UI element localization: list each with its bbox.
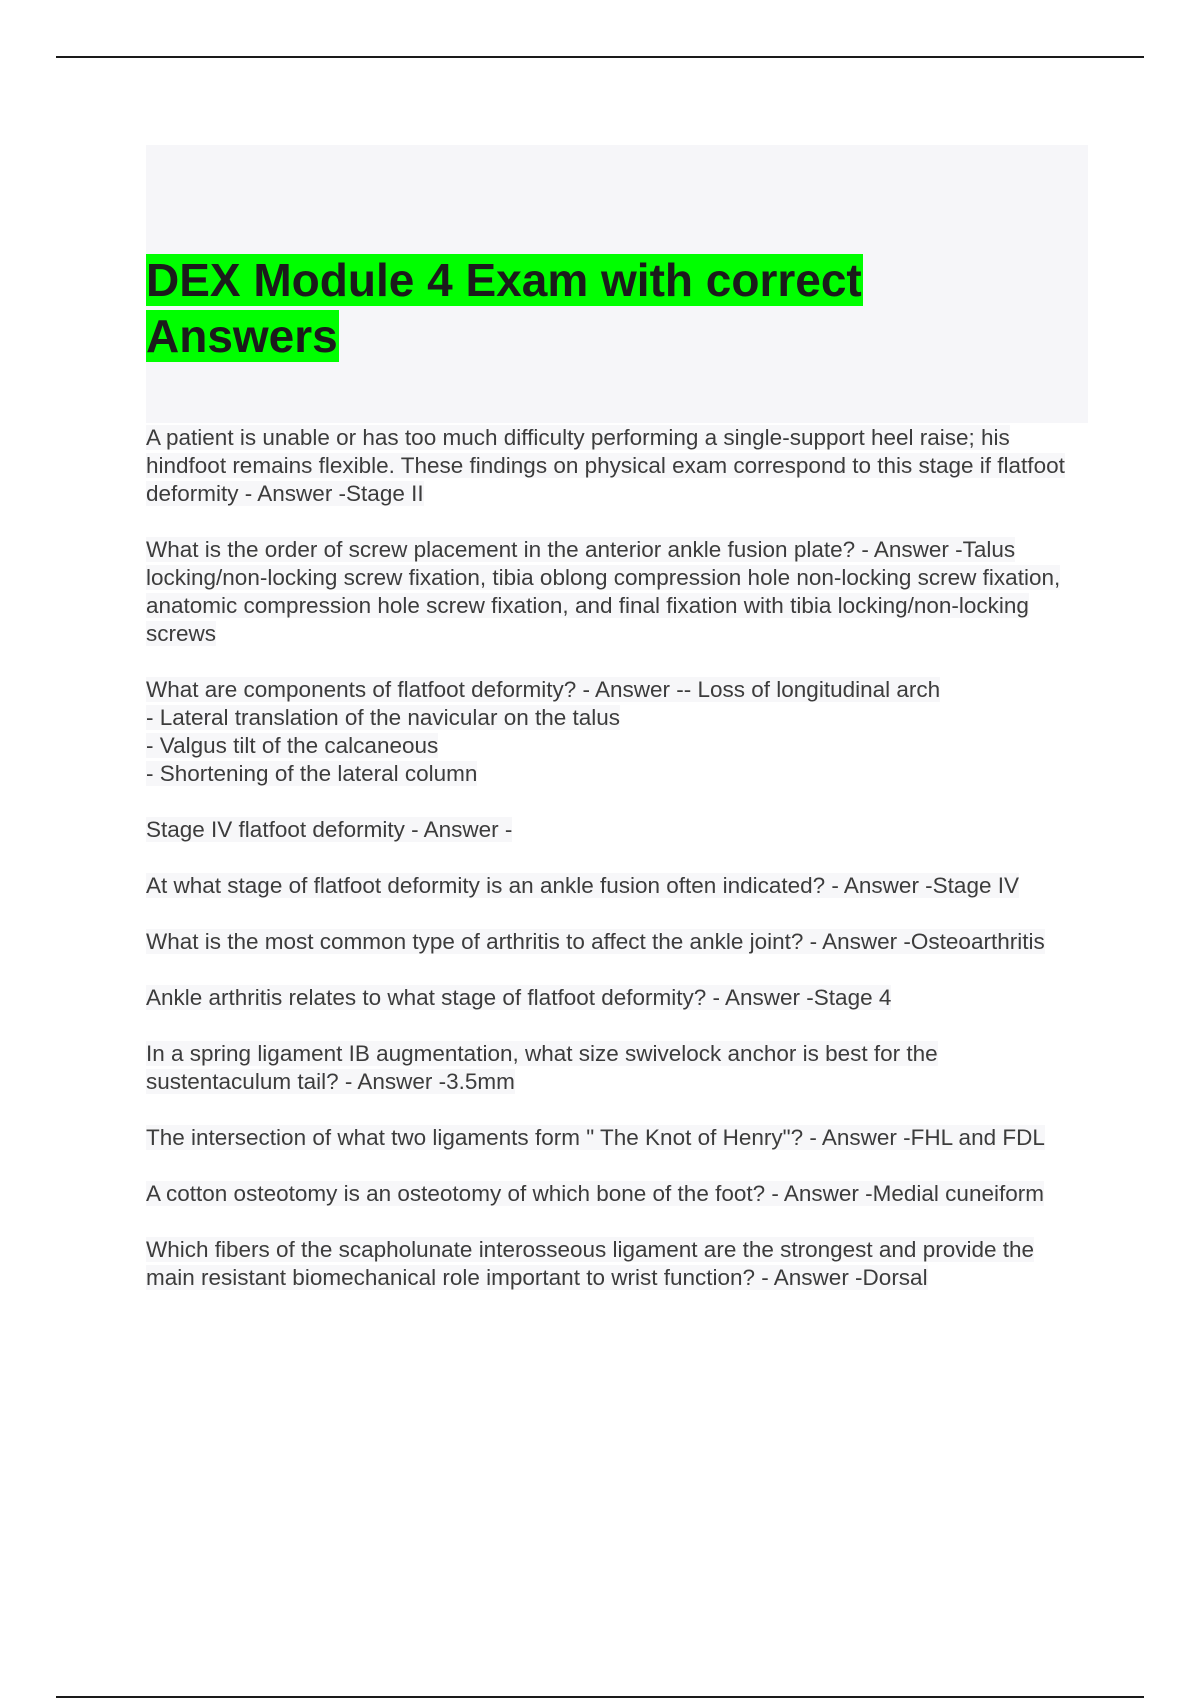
- qa-text: What is the most common type of arthritis to affect the ankle joint? - Answer -Osteoarthritis: [146, 929, 1045, 954]
- document-title: [146, 252, 946, 364]
- qa-item: [146, 1180, 1086, 1208]
- qa-text: A patient is unable or has too much difficulty performing a single-support heel raise; his hindfoot remains flexible. These findings on physical exam correspond to this stage if flatfoot deformity - Answer -Stage II: [146, 425, 1065, 506]
- qa-item: [146, 872, 1086, 900]
- qa-item: [146, 984, 1086, 1012]
- qa-text: What is the order of screw placement in the anterior ankle fusion plate? - Answer -Talus locking/non-locking screw fixation, tibia oblong compression hole non-locking screw fixation, anatomic compression hole screw fixation, and final fixation with tibia locking/non-locking screws: [146, 537, 1061, 646]
- bottom-rule: [56, 1696, 1144, 1698]
- qa-item: [146, 1040, 1086, 1096]
- top-rule: [56, 56, 1144, 58]
- qa-text: Ankle arthritis relates to what stage of flatfoot deformity? - Answer -Stage 4: [146, 985, 892, 1010]
- qa-item: [146, 1124, 1086, 1152]
- qa-text: The intersection of what two ligaments form " The Knot of Henry"? - Answer -FHL and FDL: [146, 1125, 1045, 1150]
- qa-item: [146, 1236, 1086, 1292]
- qa-text: At what stage of flatfoot deformity is an ankle fusion often indicated? - Answer -Stage IV: [146, 873, 1019, 898]
- qa-text: What are components of flatfoot deformity? - Answer -- Loss of longitudinal arch - Lateral translation of the navicular on the talus - Valgus tilt of the calcaneous - Shortening of the lateral column: [146, 677, 941, 786]
- qa-text: Stage IV flatfoot deformity - Answer -: [146, 817, 513, 842]
- title-highlight: DEX Module 4 Exam with correct Answers: [146, 254, 862, 362]
- qa-item: [146, 424, 1086, 508]
- qa-text: A cotton osteotomy is an osteotomy of which bone of the foot? - Answer -Medial cuneiform: [146, 1181, 1044, 1206]
- qa-item: [146, 816, 1086, 844]
- qa-list: [146, 424, 1086, 1320]
- qa-item: [146, 536, 1086, 648]
- qa-text: Which fibers of the scapholunate interosseous ligament are the strongest and provide the main resistant biomechanical role important to wrist function? - Answer -Dorsal: [146, 1237, 1035, 1290]
- qa-item: [146, 676, 1086, 788]
- qa-text: In a spring ligament IB augmentation, what size swivelock anchor is best for the sustentaculum tail? - Answer -3.5mm: [146, 1041, 938, 1094]
- qa-item: [146, 928, 1086, 956]
